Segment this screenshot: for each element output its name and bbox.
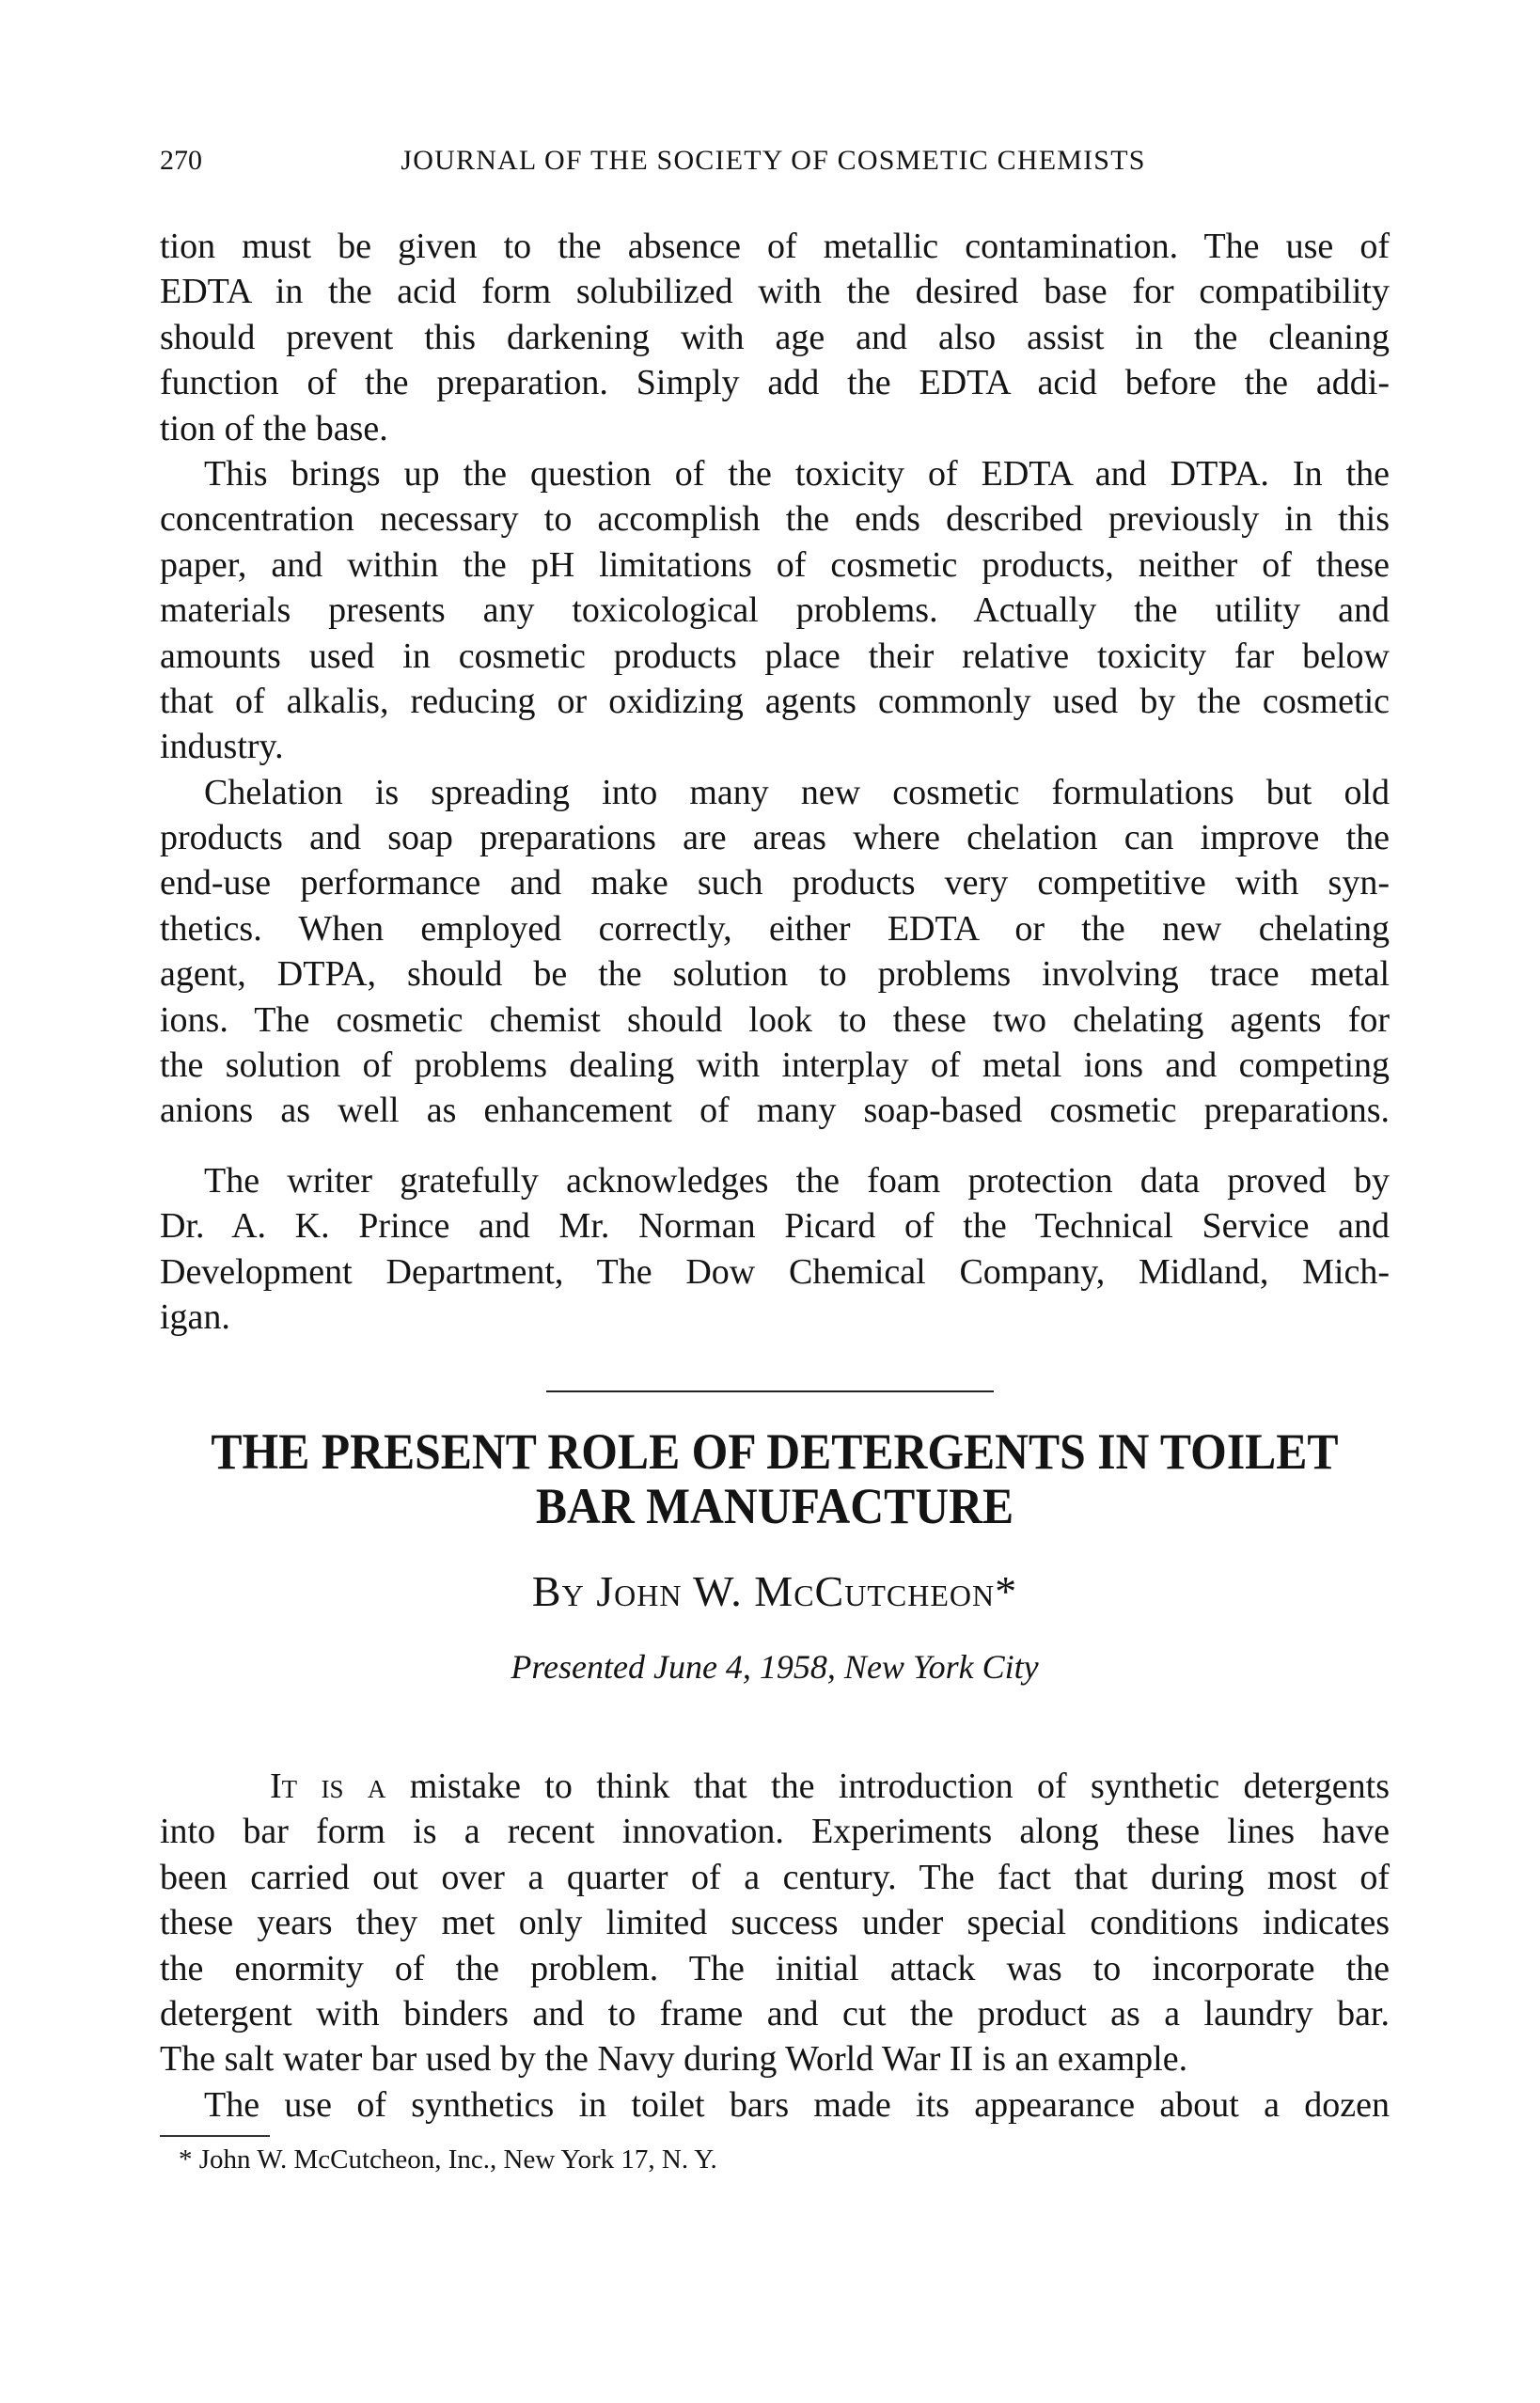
body-line: that of alkalis, reducing or oxidizing agents commonly used by the cosmetic	[160, 681, 1390, 721]
body-line: igan.	[160, 1297, 230, 1338]
body-line: detergent with binders and to frame and cut the product as a laundry bar.	[160, 1993, 1390, 2034]
article-title-line: BAR MANUFACTURE	[535, 1478, 1014, 1534]
body-line: function of the preparation. Simply add the EDTA acid before the addi-	[160, 363, 1390, 403]
presented-date: Presented June 4, 1958, New York City	[511, 1648, 1039, 1686]
body-line: been carried out over a quarter of a century. The fact that during most of	[160, 1857, 1390, 1897]
author-byline: By John W. McCutcheon*	[531, 1567, 1018, 1615]
body-line: products and soap preparations are areas where chelation can improve the	[160, 818, 1390, 858]
page-number: 270	[160, 145, 202, 176]
body-line: The salt water bar used by the Navy during World War II is an example.	[160, 2039, 1188, 2080]
body-line: these years they met only limited success under special conditions indicates	[160, 1903, 1390, 1943]
body-line: the enormity of the problem. The initial attack was to incorporate the	[160, 1948, 1390, 1988]
previous-article-body	[160, 224, 1390, 1134]
body-line: EDTA in the acid form solubilized with the desired base for compatibility	[160, 272, 1390, 312]
body-line: should prevent this darkening with age and also assist in the cleaning	[160, 317, 1390, 357]
body-line: Dr. A. K. Prince and Mr. Norman Picard of the Technical Service and	[160, 1206, 1390, 1247]
drop-lead-small-caps: It is a	[270, 1767, 386, 1806]
footnote: * John W. McCutcheon, Inc., New York 17, N. Y.	[179, 2144, 717, 2175]
body-line: amounts used in cosmetic products place their relative toxicity far below	[160, 636, 1390, 676]
article-body	[160, 1764, 1390, 2128]
body-line: The use of synthetics in toilet bars made its appearance about a dozen	[204, 2084, 1390, 2125]
body-line: tion of the base.	[160, 408, 388, 448]
body-line: materials presents any toxicological problems. Actually the utility and	[160, 590, 1390, 631]
body-line: into bar form is a recent innovation. Experiments along these lines have	[160, 1812, 1390, 1852]
acknowledgment-paragraph	[160, 1158, 1390, 1341]
body-line: This brings up the question of the toxicity of EDTA and DTPA. In the	[204, 453, 1390, 494]
body-line: tion must be given to the absence of metallic contamination. The use of	[160, 227, 1390, 266]
body-line: ions. The cosmetic chemist should look to these two chelating agents for	[160, 999, 1390, 1040]
body-line: the solution of problems dealing with interplay of metal ions and competing	[160, 1045, 1390, 1086]
body-line: thetics. When employed correctly, either EDTA or the new chelating	[160, 908, 1390, 949]
article-separator-rule	[546, 1390, 994, 1392]
body-line: paper, and within the pH limitations of cosmetic products, neither of these	[160, 544, 1390, 585]
running-head: JOURNAL OF THE SOCIETY OF COSMETIC CHEMISTS	[401, 145, 1146, 176]
article-title	[160, 1424, 1390, 1533]
body-line: end-use performance and make such products very competitive with syn-	[160, 863, 1390, 903]
footnote-rule	[160, 2135, 270, 2137]
body-line: agent, DTPA, should be the solution to problems involving trace metal	[160, 954, 1390, 995]
body-line: anions as well as enhancement of many soap-based cosmetic preparations.	[160, 1091, 1390, 1131]
body-line: The writer gratefully acknowledges the foam protection data proved by	[204, 1161, 1390, 1201]
body-line: Chelation is spreading into many new cosmetic formulations but old	[204, 772, 1390, 812]
body-line: Development Department, The Dow Chemical Company, Midland, Mich-	[160, 1251, 1390, 1292]
article-title-line: THE PRESENT ROLE OF DETERGENTS IN TOILET	[211, 1423, 1339, 1480]
body-line	[160, 1764, 1390, 1809]
body-line: industry.	[160, 727, 284, 767]
body-line: concentration necessary to accomplish the ends described previously in this	[160, 499, 1390, 540]
first-line-text: mistake to think that the introduction of synthetic detergents	[385, 1767, 1391, 1806]
